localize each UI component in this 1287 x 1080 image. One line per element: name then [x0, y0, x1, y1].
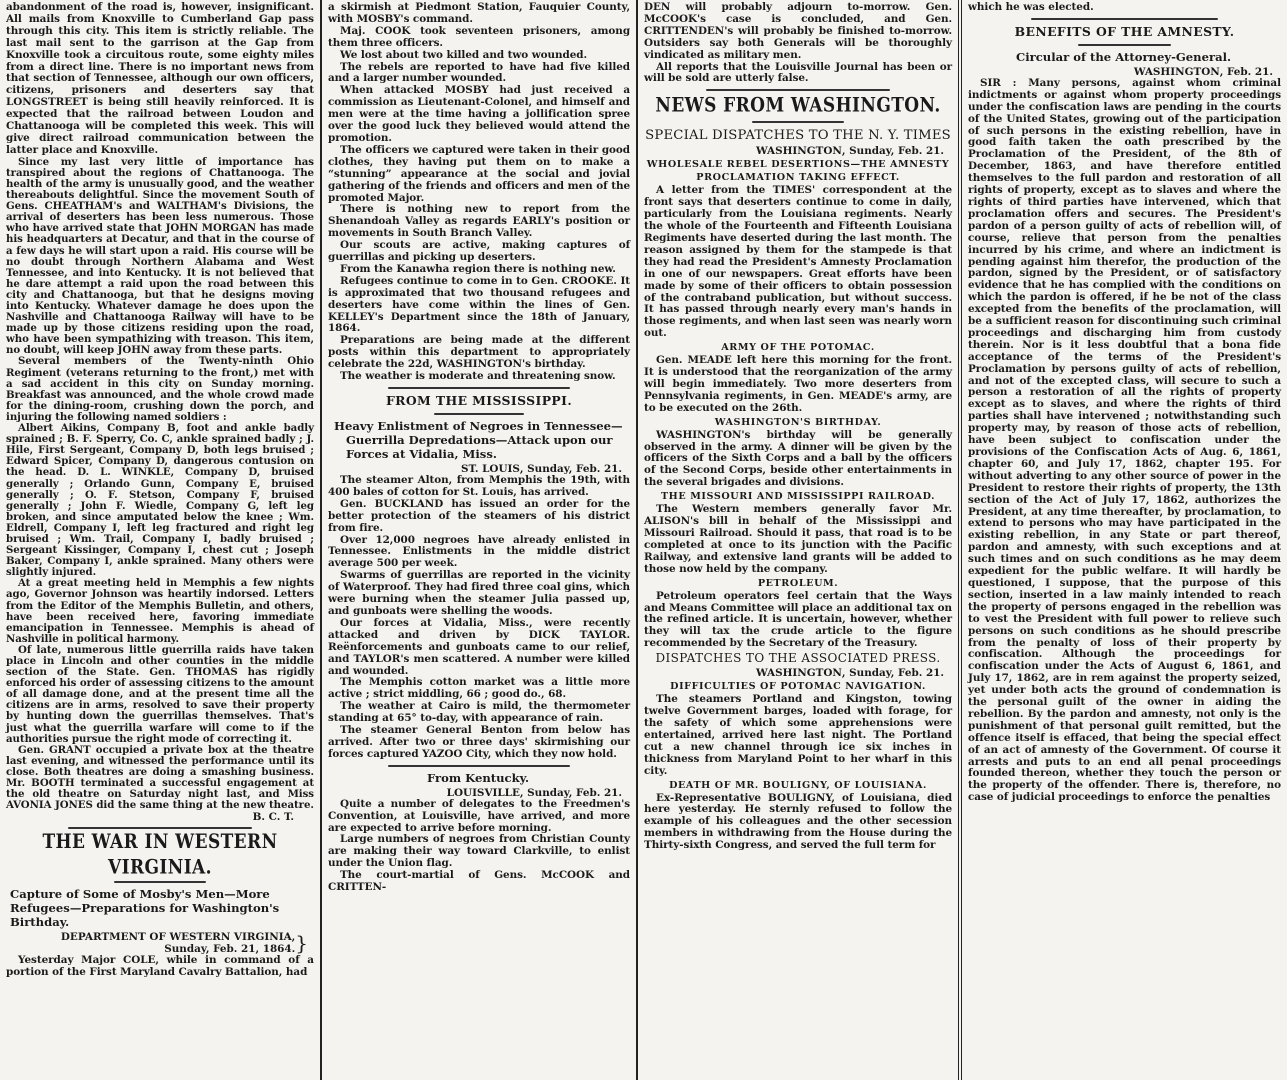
- section-headline: NEWS FROM WASHINGTON.: [655, 94, 941, 118]
- sub-headline: Circular of the Attorney-General.: [1015, 49, 1232, 64]
- section-headline: BENEFITS OF THE AMNESTY.: [1014, 23, 1235, 39]
- column-4: [962, 0, 1287, 1080]
- article-paragraph: A letter from the TIMES' correspondent at the front says that deserters continue to come in daily, particularly from the Louisiana regiments. Nearly the whole of the Fourteenth and Fifteenth Louisiana Regiments have deserted during the last month. The reason assigned by them for the stampede is that they had read the President's Amnesty Proclamation in one of our newspapers. Great efforts have been made by some of their officers to obtain possession of the contraband publication, but without success. It has passed through nearly every man's hands in those regiments, and when last seen was nearly worn out.: [644, 184, 953, 340]
- dateline: [6, 931, 314, 955]
- ornamental-rule: [1031, 18, 1219, 20]
- section-headline: THE WAR IN WESTERN VIRGINIA.: [42, 831, 278, 880]
- dateline-date: , Sunday, Feb. 21.: [519, 786, 623, 799]
- article-paragraph: Petroleum operators feel certain that the Ways and Means Committee will place an additional tax on the refined article. It is uncertain, however, whether they will tax the crude article to the figure recommended by the Secretary of the Treasury.: [644, 589, 953, 650]
- dateline-place: ST. LOUIS: [460, 463, 520, 475]
- dateline: [644, 667, 952, 679]
- article-paragraph: abandonment of the road is, however, insignificant. All mails from Knoxville to Cumberland Gap pass through this city. This item is strictly reliable. The last mail sent to the garrison at the Gap from Knoxville took a circuitous route, some eighty miles from a direct line. There is no important news from that section of Tennessee, although our own officers, citizens, prisoners and deserters say that LONGSTREET is being still heavily reinforced. It is expected that the railroad between Loudon and Chattanooga will be completed this week. This will give direct railroad communication between the latter place and Knoxville.: [6, 1, 314, 156]
- article-paragraph: We lost about two killed and two wounded.: [340, 48, 588, 61]
- sub-headline: Heavy Enlistment of Negroes in Tennessee—Guerrilla Depredations—Attack upon our Forces at Vidalia, Miss.: [334, 419, 623, 461]
- dateline-place: LOUISVILLE: [446, 786, 520, 799]
- column-3: [638, 0, 958, 1080]
- article-paragraph: The steamers Portland and Kingston, towing twelve Government barges, loaded with forage, for the safety of which some apprehensions were entertained, arrived here last night. The Portland cut a new channel through ice six inches in thickness from Maryland Point to her wharf in this city.: [644, 693, 953, 777]
- brace-glyph: }: [295, 931, 308, 956]
- dateline-date: , Sunday, Feb. 21.: [841, 145, 945, 158]
- ornamental-rule: [388, 765, 569, 767]
- dateline-place: WASHINGTON: [1133, 65, 1220, 78]
- article-paragraph: At a great meeting held in Memphis a few nights ago, Governor Johnson was heartily indorsed. Letters from the Editor of the Memphis Bulletin, and others, have been received here, favoring immediate emancipation in Tennessee. Memphis is ahead of Nashville in political harmony.: [6, 577, 314, 645]
- article-paragraph: The rebels are reported to have had five killed and a larger number wounded.: [328, 60, 631, 85]
- column-2: [322, 0, 636, 1080]
- sub-headline: From Kentucky.: [426, 770, 530, 785]
- article-paragraph: Since my last very little of importance has transpired about the regions of Chattanooga. The health of the army is unusually good, and the weather thereabouts delightful. Since the movement South of Gens. CHEATHAM's and WALTHAM's Divisions, the arrival of deserters has been less numerous. Those who have arrived state that JOHN MORGAN has made his headquarters at Decatur, and that in the course of a few days he will start upon a raid. His course will be no doubt through Northern Alabama and West Tennessee, and into Kentucky. It is not believed that he dare attempt a raid upon the road between this city and Chattanooga, but that he designs moving into Kentucky. Whatever damage he does upon the Nashville and Chattanooga Railway will have to be made up by those citizens residing upon the road, who have been sympathizing with treason. This item, no doubt, will keep JOHN away from these parts.: [6, 155, 314, 357]
- topic-heading: DIFFICULTIES OF POTOMAC NAVIGATION.: [670, 681, 926, 693]
- article-paragraph: Swarms of guerrillas are reported in the vicinity of Waterproof. They had fired three coal gins, which were burning when the steamer Julia passed up, and gunboats were shelling the woods.: [328, 569, 631, 617]
- article-paragraph: Ex-Representative BOULIGNY, of Louisiana, died here yesterday. He sternly refused to follow the example of his colleagues and the other secession members in withdrawing from the House during the Thirty-sixth Congress, and served the full term for: [644, 791, 953, 852]
- article-paragraph: a skirmish at Piedmont Station, Fauquier County, with MOSBY's command.: [328, 1, 631, 25]
- dateline-date: , Sunday, Feb. 21.: [841, 667, 945, 680]
- article-paragraph: DEN will probably adjourn to-morrow. Gen. McCOOK's case is concluded, and Gen. CRITTENDEN's will probably be finished to-morrow. Outsiders say both Generals will be thoroughly vindicated as military men.: [644, 1, 953, 61]
- ornamental-rule: [388, 387, 569, 389]
- dateline-lines: [61, 931, 295, 955]
- ornamental-rule: [114, 881, 206, 883]
- ornamental-rule: [706, 89, 891, 91]
- article-paragraph: The court-martial of Gens. McCOOK and CRITTEN-: [328, 869, 631, 894]
- article-paragraph: The steamer General Benton from below has arrived. After two or three days' skirmishing our forces captured YAZOO City, which they now hold.: [328, 724, 631, 760]
- topic-heading: WASHINGTON'S BIRTHDAY.: [714, 416, 882, 428]
- article-paragraph: The officers we captured were taken in their good clothes, they having put them on to make a “stunning” appearance at the social and jovial gathering of the friends and officers and men of the promoted Major.: [328, 143, 631, 204]
- dateline-line: DEPARTMENT OF WESTERN VIRGINIA,: [60, 931, 296, 944]
- column-1: [0, 0, 320, 1080]
- topic-heading: PETROLEUM.: [757, 577, 839, 589]
- dateline-place: WASHINGTON: [756, 145, 842, 158]
- ornamental-rule: [1078, 44, 1172, 46]
- article-paragraph: Gen. GRANT occupied a private box at the theatre last evening, and witnessed the performance until its close. Both theatres are doing a smashing business. Mr. BOOTH terminated a successful engagement at the old theatre on Saturday night last, and Miss AVONIA JONES did the same thing at the new theatre.: [6, 743, 314, 812]
- article-paragraph: Maj. COOK took seventeen prisoners, among them three officers.: [328, 24, 631, 49]
- article-paragraph: The steamer Alton, from Memphis the 19th, with 400 bales of cotton for St. Louis, has arrived.: [328, 474, 631, 498]
- article-paragraph: Albert Aikins, Company B, foot and ankle badly sprained ; B. F. Sperry, Co. C, ankle sprained badly ; J. Hile, First Sergeant, Company D, both legs bruised ; Edward Spicer, Company D, dangerous contusion on the head. D. L. WINKLE, Company D, bruised generally ; Orlando Gunn, Company E, bruised generally ; O. F. Stetson, Company F, bruised generally ; John F. Wiedle, Company G, left leg broken, and since amputated below the knee ; Wm. Eldrell, Company I, left leg fractured and right leg bruised ; Wm. Trail, Company I, badly bruised ; Sergeant Kissinger, Company I, chest cut ; Joseph Baker, Company I, ankle sprained. Many others were slightly injured.: [6, 422, 314, 579]
- article-paragraph: Refugees continue to come in to Gen. CROOKE. It is approximated that two thousand refugees and deserters have come within the lines of Gen. KELLEY's Department since the 18th of January, 1864.: [328, 274, 631, 335]
- sub-headline: Capture of Some of Mosby's Men—More Refugees—Preparations for Washington's Birthday.: [10, 887, 280, 930]
- article-paragraph: which he was elected.: [968, 1, 1094, 13]
- ornamental-rule: [434, 413, 525, 415]
- article-paragraph: The Memphis cotton market was a little more active ; strict middling, 66 ; good do., 68.: [328, 676, 631, 701]
- byline-signature: B. C. T.: [252, 811, 294, 824]
- dispatch-heading: SPECIAL DISPATCHES TO THE N. Y. TIMES: [645, 128, 951, 144]
- article-paragraph: When attacked MOSBY had just received a commission as Lieutenant-Colonel, and himself and men were at the time having a jollification spree over the good luck they believed would attend the promotion.: [328, 84, 631, 144]
- section-headline: FROM THE MISSISSIPPI.: [385, 393, 573, 408]
- article-paragraph: The Western members generally favor Mr. ALISON's bill in behalf of the Mississippi and Missouri Railroad. Should it pass, that road is to be completed at once to its junction with the Pacific Railway, and extensive land grants will be added to those now held by the company.: [644, 503, 953, 575]
- dateline-date: , Feb. 21.: [1219, 65, 1273, 78]
- article-paragraph: Gen. BUCKLAND has issued an order for the better protection of the steamers of his district from fire.: [328, 497, 631, 534]
- topic-heading: THE MISSOURI AND MISSISSIPPI RAILROAD.: [660, 491, 936, 503]
- article-paragraph: Yesterday Major COLE, while in command of a portion of the First Maryland Cavalry Battalion, had: [6, 954, 314, 979]
- article-paragraph: Several members of the Twenty-ninth Ohio Regiment (veterans returning to the front,) met with a sad accident in this city on Sunday morning. Breakfast was announced, and the whole crowd made for the dining-room, crushing down the porch, and injuring the following named soldiers :: [6, 355, 314, 423]
- article-paragraph: SIR : Many persons, against whom criminal indictments or against whom property proceedings under the confiscation laws are pending in the courts of the United States, growing out of the participation of such persons in the existing rebellion, have in good faith taken the oath prescribed by the Proclamation of the President, of the 8th of December, 1863, and have therefore entitled themselves to the full pardon and restoration of all rights of property, except as to slaves and where the rights of third parties have intervened, which that proclamation offers and secures. The President's pardon of a person guilty of acts of rebellion will, of course, relieve that person from the penalties incurred by his crime, and where an indictment is pending against him therefor, the production of the pardon, signed by the President, or of satisfactory evidence that he has complied with the conditions on which the pardon is offered, if he be not of the class excepted from the benefits of the proclamation, will be a sufficient reason for discontinuing such criminal proceedings and discharging him from custody therein. Nor is it less doubtful that a bona fide acceptance of the terms of the President's Proclamation by persons guilty of acts of rebellion, and not of the excepted class, will secure to such a person a restoration of all the rights of property except as to slaves, and where the rights of third parties shall have intervened ; notwithstanding such property may, by reason of those acts of rebellion, have been subject to confiscation under the provisions of the Confiscation Acts of Aug. 6, 1861, chapter 60, and July 17, 1862, chapter 195. For without adverting to any other source of power in the President to restore their rights of property, the 13th section of the Act of July 17, 1862, authorizes the President, at any time thereafter, by proclamation, to extend to persons who may have participated in the existing rebellion, in any State or part thereof, pardon and amnesty, with such exceptions and at such times and on such conditions as he may deem expedient for the public welfare. It will hardly be questioned, I suppose, that the purpose of this section, inserted in a law mainly intended to reach the property of persons engaged in the rebellion was to vest the President with full power to relieve such persons on such conditions as he should prescribe from the penalty of loss of their property by confiscation. Although the proceedings for confiscation under the Acts of August 6, 1861, and July 17, 1862, are in rem against the property seized, yet under both acts the ground of condemnation is the personal guilt of the owner in aiding the rebellion. By the pardon and amnesty, not only is the punishment of that personal guilt remitted, but the offence itself is effaced, that being the special effect of an act of amnesty of the Government. Of course it arrests and puts to an end all penal proceedings founded thereon, whether they touch the person or the property of the offender. There is, therefore, no case of judicial proceedings to enforce the penalties: [968, 76, 1281, 804]
- article-paragraph: Our scouts are active, making captures of guerrillas and picking up deserters.: [328, 239, 631, 264]
- topic-heading: ARMY OF THE POTOMAC.: [721, 342, 875, 354]
- article-paragraph: Our forces at Vidalia, Miss., were recently attacked and driven by DICK TAYLOR. Reënforcements and gunboats came to our relief, and TAYLOR's men scattered. A number were killed and wounded.: [328, 616, 631, 677]
- dateline: [328, 787, 630, 799]
- ornamental-rule: [752, 121, 844, 123]
- dateline-line: Sunday, Feb. 21, 1864.: [164, 943, 296, 956]
- article-paragraph: Quite a number of delegates to the Freedmen's Convention, at Louisville, have arrived, and more are expected to arrive before morning.: [328, 797, 631, 834]
- article-paragraph: There is nothing new to report from the Shenandoah Valley as regards EARLY's position or movements in South Branch Valley.: [328, 203, 631, 240]
- dateline-date: , Sunday, Feb. 21.: [519, 463, 623, 475]
- topic-heading: DEATH OF MR. BOULIGNY, OF LOUISIANA.: [669, 779, 927, 791]
- article-paragraph: The weather is moderate and threatening snow.: [340, 370, 616, 383]
- dateline-place: WASHINGTON: [756, 667, 842, 680]
- article-paragraph: The weather at Cairo is mild, the thermometer standing at 65° to-day, with appearance of rain.: [328, 700, 631, 725]
- dispatch-heading: DISPATCHES TO THE ASSOCIATED PRESS.: [655, 651, 941, 666]
- article-paragraph: Large numbers of negroes from Christian County are making their way toward Clarkville, to enlist under the Union flag.: [328, 833, 631, 870]
- article-paragraph: Over 12,000 negroes have already enlisted in Tennessee. Enlistments in the middle district average 500 per week.: [328, 533, 631, 570]
- article-paragraph: WASHINGTON's birthday will be generally observed in the army. A dinner will be given by the officers of the Sixth Corps and a ball by the officers of the Second Corps, beside other entertainments in the several brigades and divisions.: [644, 428, 953, 489]
- topic-heading: WHOLESALE REBEL DESERTIONS—THE AMNESTY PROCLAMATION TAKING EFFECT.: [646, 159, 950, 184]
- dateline: [644, 145, 952, 157]
- article-paragraph: Gen. MEADE left here this morning for the front. It is understood that the reorganization of the army will begin immediately. Two more deserters from Pennsylvania regiments, in Gen. MEADE's army, are to be executed on the 26th.: [644, 354, 953, 414]
- article-paragraph: Preparations are being made at the different posts within this department to appropriately celebrate the 22d, WASHINGTON's birthday.: [328, 334, 631, 371]
- article-paragraph: From the Kanawha region there is nothing new.: [340, 262, 616, 275]
- article-paragraph: All reports that the Louisville Journal has been or will be sold are utterly false.: [644, 60, 953, 85]
- article-paragraph: Of late, numerous little guerrilla raids have taken place in Lincoln and other counties in the middle section of the State. Gen. THOMAS has rigidly enforced his order of assessing citizens to the amount of all damage done, and at the present time all the citizens are in arms, resolved to save their property by hunting down the guerrillas themselves. That's just what the guerrilla warfare will come to if the authorities pursue the right mode of correcting it.: [6, 643, 314, 745]
